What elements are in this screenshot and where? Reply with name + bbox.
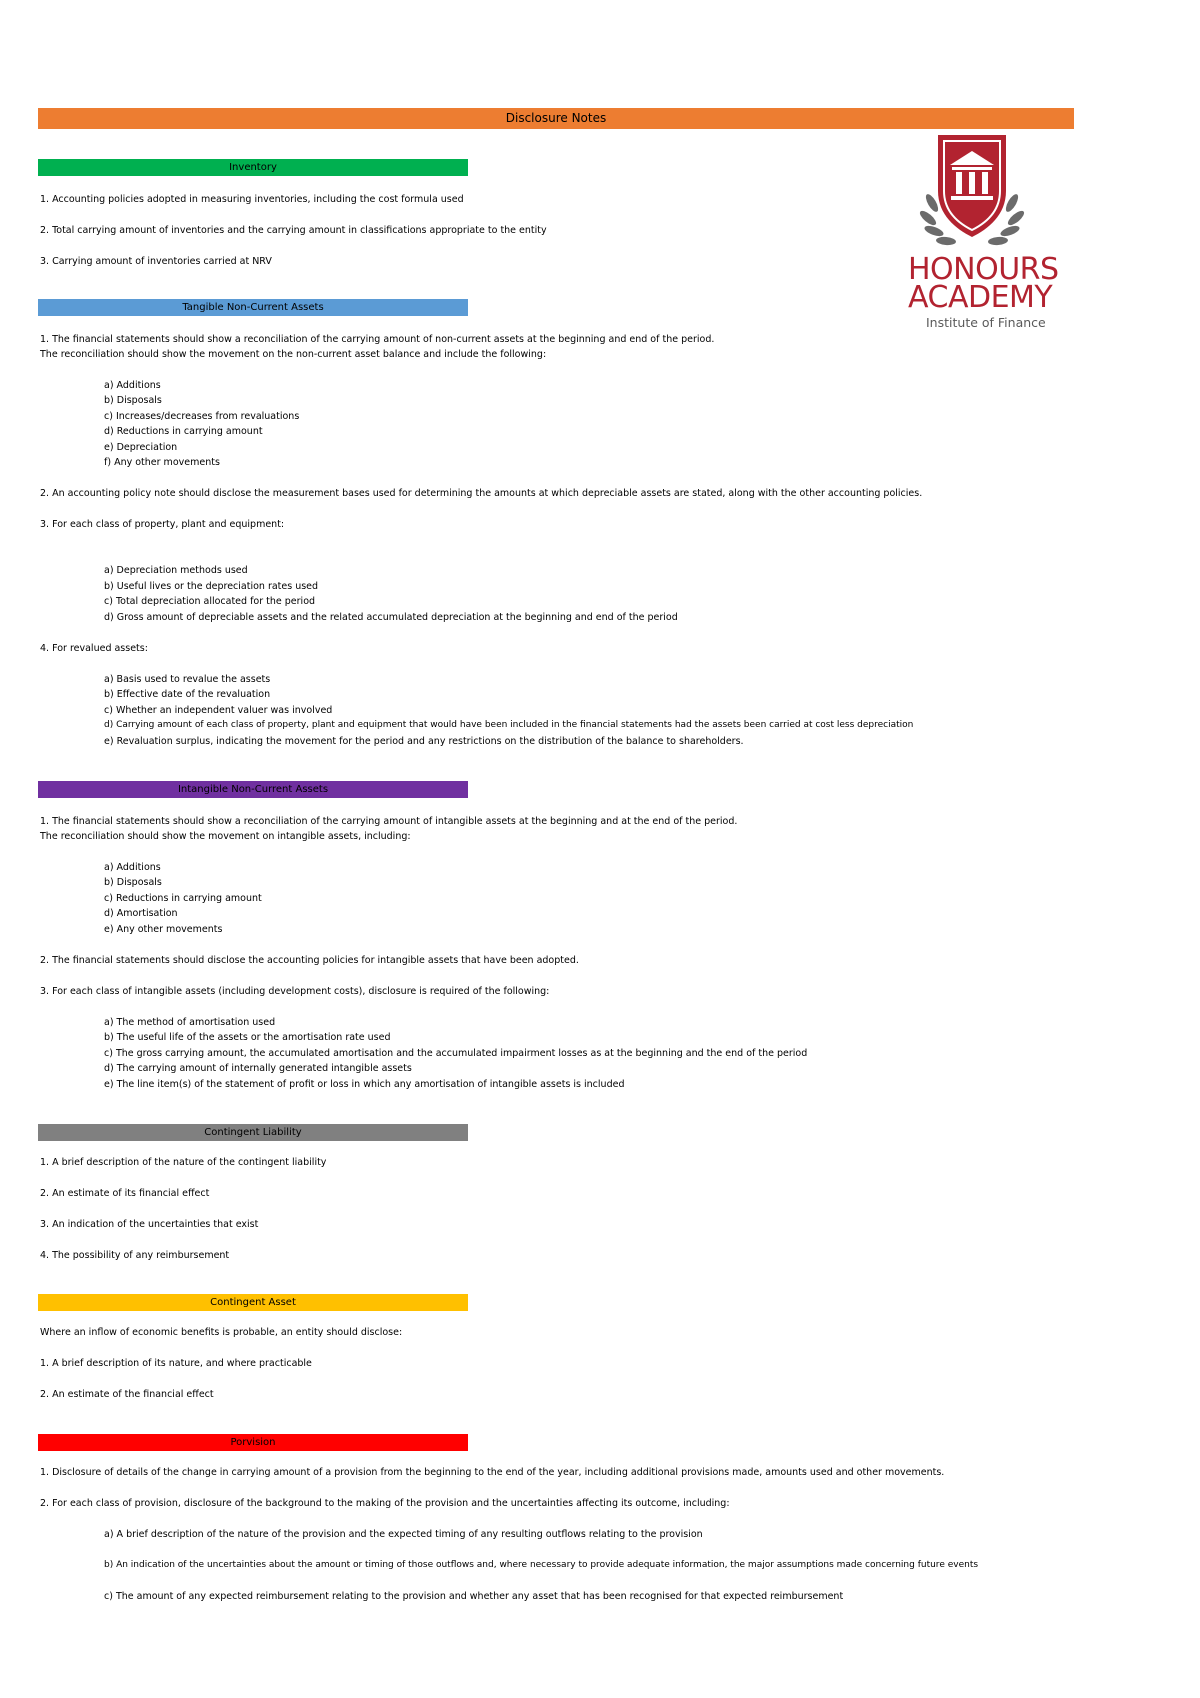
logo-text-institute: Institute of Finance (926, 315, 1046, 330)
intangible-list-item: d) The carrying amount of internally generated intangible assets (104, 1063, 412, 1074)
provision-list-item: b) An indication of the uncertainties about the amount or timing of those outflows and, where necessary to provide adequate information, the major assumptions made concerning future events (104, 1560, 979, 1570)
provision-paragraph: 1. Disclosure of details of the change in carrying amount of a provision from the beginning to the end of the year, including additional provisions made, amounts used and other movements. (40, 1467, 945, 1478)
contingent-liability-line: 1. A brief description of the nature of the contingent liability (40, 1157, 327, 1168)
intangible-list-item: b) The useful life of the assets or the amortisation rate used (104, 1032, 391, 1043)
contingent-asset-line: Where an inflow of economic benefits is probable, an entity should disclose: (40, 1327, 403, 1338)
tangible-list-item: e) Revaluation surplus, indicating the movement for the period and any restrictions on the distribution of the balance to shareholders. (104, 736, 744, 747)
intangible-list-item: c) The gross carrying amount, the accumulated amortisation and the accumulated impairment losses as at the beginning and the end of the period (104, 1048, 808, 1059)
tangible-list-item: a) Basis used to revalue the assets (104, 674, 271, 685)
tangible-list-item: c) Whether an independent valuer was involved (104, 705, 333, 716)
contingent-asset-line: 1. A brief description of its nature, and where practicable (40, 1358, 312, 1369)
tangible-list-item: a) Additions (104, 380, 161, 391)
intangible-list-item: a) The method of amortisation used (104, 1017, 276, 1028)
logo-text-honours: HONOURS (908, 252, 1059, 287)
section-heading-contingent-liability: Contingent Liability (38, 1124, 468, 1141)
intangible-paragraph: The reconciliation should show the movement on intangible assets, including: (40, 831, 411, 842)
intangible-list-item: d) Amortisation (104, 908, 178, 919)
contingent-liability-line: 2. An estimate of its financial effect (40, 1188, 210, 1199)
tangible-paragraph: 3. For each class of property, plant and equipment: (40, 519, 285, 530)
logo-text-academy: ACADEMY (908, 280, 1053, 315)
tangible-list-item: e) Depreciation (104, 442, 178, 453)
contingent-liability-line: 3. An indication of the uncertainties that exist (40, 1219, 259, 1230)
intangible-list-item: b) Disposals (104, 877, 162, 888)
intangible-list-item: e) Any other movements (104, 924, 223, 935)
tangible-list-item: a) Depreciation methods used (104, 565, 248, 576)
tangible-list-item: f) Any other movements (104, 457, 220, 468)
section-heading-provision: Porvision (38, 1434, 468, 1451)
tangible-list-item: c) Total depreciation allocated for the period (104, 596, 316, 607)
tangible-list-item: d) Gross amount of depreciable assets and the related accumulated depreciation at the beginning and end of the period (104, 612, 678, 623)
section-heading-inventory: Inventory (38, 159, 468, 176)
intangible-list-item: c) Reductions in carrying amount (104, 893, 262, 904)
tangible-list-item: d) Carrying amount of each class of property, plant and equipment that would have been included in the financial statements had the assets been carried at cost less depreciation (104, 720, 914, 730)
intangible-paragraph: 2. The financial statements should disclose the accounting policies for intangible assets that have been adopted. (40, 955, 579, 966)
columns-shield-icon (904, 133, 1076, 253)
intangible-list-item: e) The line item(s) of the statement of profit or loss in which any amortisation of intangible assets is included (104, 1079, 625, 1090)
tangible-list-item: c) Increases/decreases from revaluations (104, 411, 300, 422)
section-heading-contingent-asset: Contingent Asset (38, 1294, 468, 1311)
provision-list-item: c) The amount of any expected reimbursement relating to the provision and whether any asset that has been recognised for that expected reimbursement (104, 1591, 844, 1602)
page-title: Disclosure Notes (38, 108, 1074, 129)
inventory-line: 3. Carrying amount of inventories carried at NRV (40, 256, 272, 267)
honours-academy-logo (904, 133, 1076, 333)
contingent-liability-line: 4. The possibility of any reimbursement (40, 1250, 230, 1261)
provision-list-item: a) A brief description of the nature of the provision and the expected timing of any resulting outflows relating to the provision (104, 1529, 703, 1540)
intangible-list-item: a) Additions (104, 862, 161, 873)
tangible-list-item: d) Reductions in carrying amount (104, 426, 263, 437)
section-heading-tangible: Tangible Non-Current Assets (38, 299, 468, 316)
tangible-paragraph: 2. An accounting policy note should disclose the measurement bases used for determining the amounts at which depreciable assets are stated, along with the other accounting policies. (40, 488, 923, 499)
tangible-paragraph: 1. The financial statements should show a reconciliation of the carrying amount of non-current assets at the beginning and end of the period. (40, 334, 715, 345)
tangible-list-item: b) Effective date of the revaluation (104, 689, 271, 700)
inventory-line: 2. Total carrying amount of inventories and the carrying amount in classifications appropriate to the entity (40, 225, 547, 236)
contingent-asset-line: 2. An estimate of the financial effect (40, 1389, 214, 1400)
tangible-paragraph: 4. For revalued assets: (40, 643, 148, 654)
provision-paragraph: 2. For each class of provision, disclosure of the background to the making of the provision and the uncertainties affecting its outcome, including: (40, 1498, 730, 1509)
inventory-line: 1. Accounting policies adopted in measuring inventories, including the cost formula used (40, 194, 464, 205)
tangible-list-item: b) Useful lives or the depreciation rates used (104, 581, 319, 592)
intangible-paragraph: 3. For each class of intangible assets (including development costs), disclosure is required of the following: (40, 986, 550, 997)
tangible-paragraph: The reconciliation should show the movement on the non-current asset balance and include the following: (40, 349, 547, 360)
intangible-paragraph: 1. The financial statements should show a reconciliation of the carrying amount of intangible assets at the beginning and at the end of the period. (40, 816, 738, 827)
tangible-list-item: b) Disposals (104, 395, 162, 406)
section-heading-intangible: Intangible Non-Current Assets (38, 781, 468, 798)
